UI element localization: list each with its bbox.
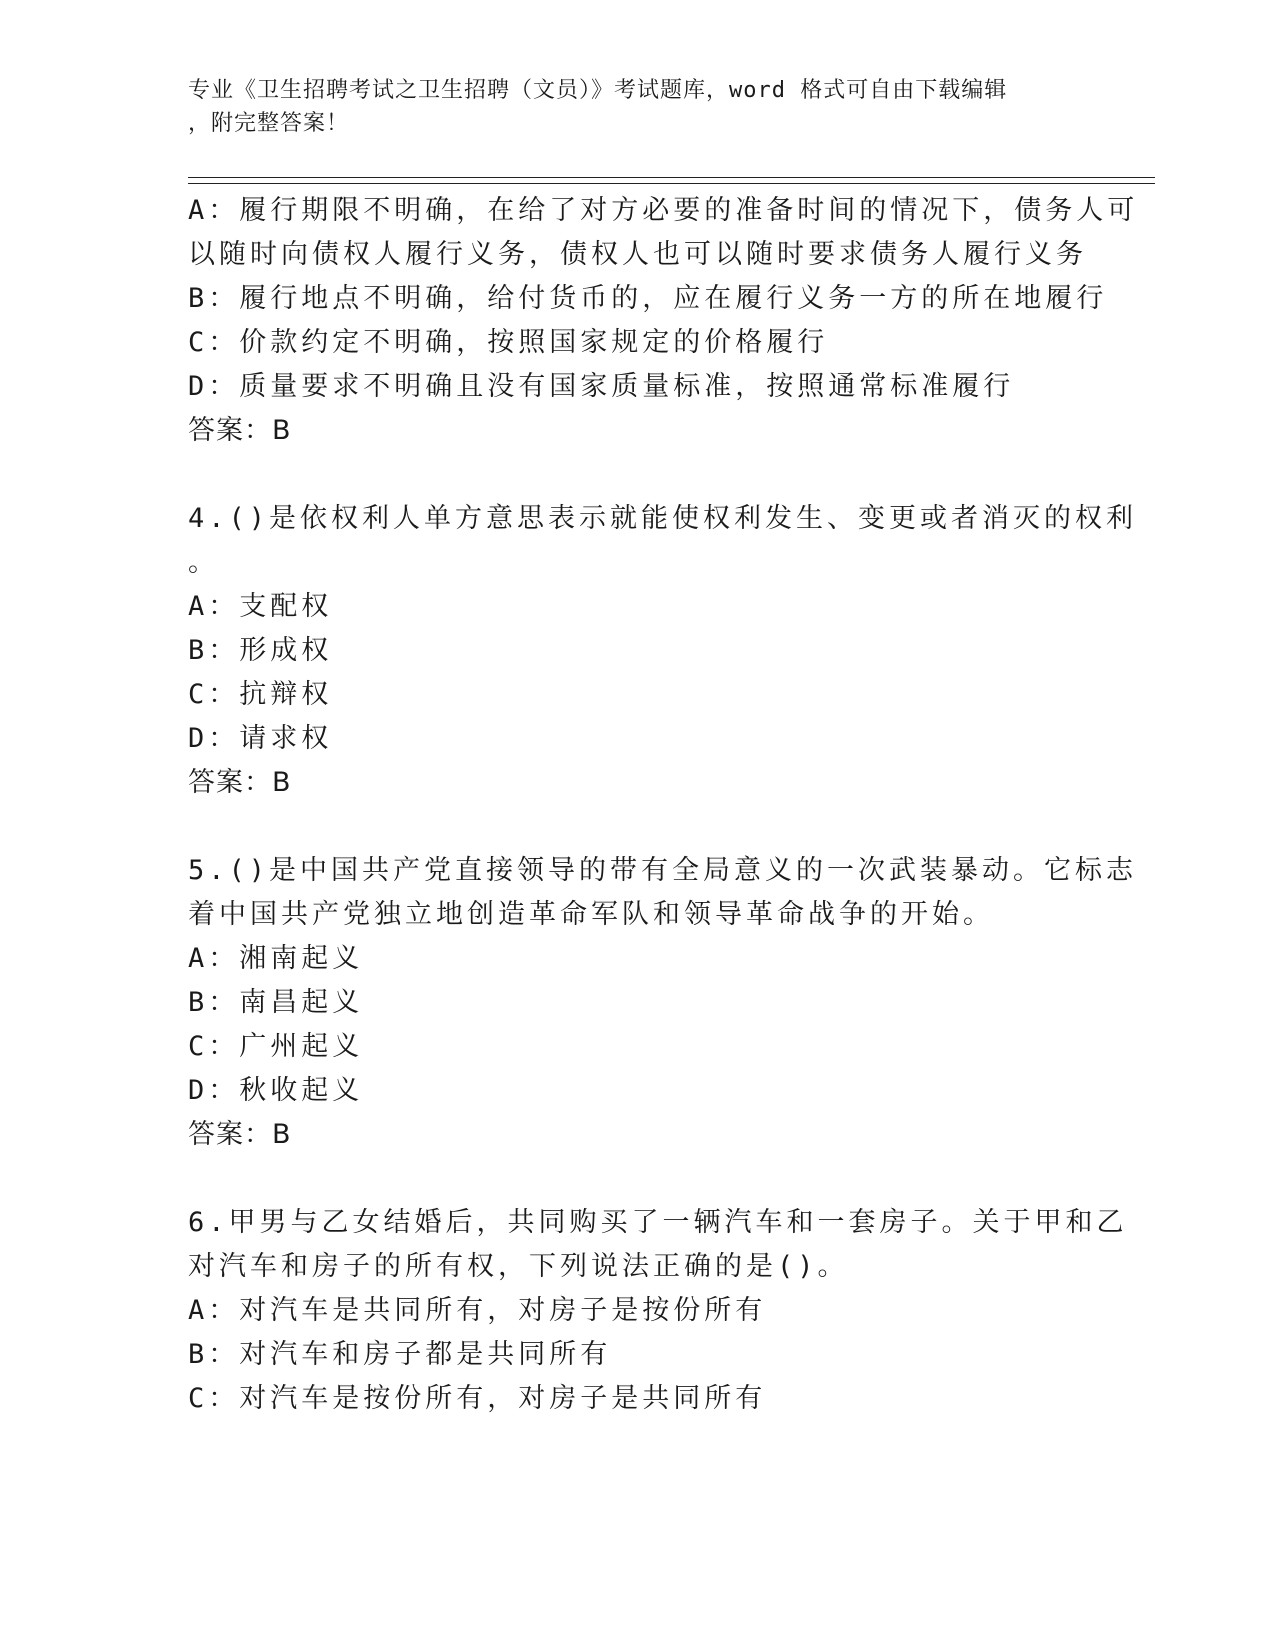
- q4-stem-line-1: 4.()是依权利人单方意思表示就能使权利发生、变更或者消灭的权利: [188, 503, 1138, 534]
- q4-option-c: C：抗辩权: [188, 679, 333, 710]
- document-header: [188, 74, 1068, 140]
- header-line-1: 专业《卫生招聘考试之卫生招聘（文员）》考试题库，word 格式可自由下载编辑: [188, 78, 1008, 103]
- q3-option-c: C：价款约定不明确，按照国家规定的价格履行: [188, 327, 829, 358]
- q4-option-b: B：形成权: [188, 635, 333, 666]
- q4-stem-line-2: 。: [188, 547, 219, 578]
- q6-option-b: B：对汽车和房子都是共同所有: [188, 1339, 612, 1370]
- q6-option-c: C：对汽车是按份所有，对房子是共同所有: [188, 1383, 767, 1414]
- q5-stem-line-1: 5.()是中国共产党直接领导的带有全局意义的一次武装暴动。它标志: [188, 855, 1138, 886]
- header-line-2: ，附完整答案！: [188, 111, 350, 136]
- q4-option-a: A：支配权: [188, 591, 333, 622]
- q5-option-d: D：秋收起义: [188, 1075, 364, 1106]
- q3-option-d: D：质量要求不明确且没有国家质量标准，按照通常标准履行: [188, 371, 1015, 402]
- q5-stem-line-2: 着中国共产党独立地创造革命军队和领导革命战争的开始。: [188, 899, 994, 930]
- q3-answer: 答案：B: [188, 415, 292, 446]
- q5-option-b: B：南昌起义: [188, 987, 364, 1018]
- q3-option-b: B：履行地点不明确，给付货币的，应在履行义务一方的所在地履行: [188, 283, 1108, 314]
- q3-option-a-line-1: A：履行期限不明确，在给了对方必要的准备时间的情况下，债务人可: [188, 195, 1139, 226]
- q5-answer: 答案：B: [188, 1119, 292, 1150]
- q4-answer: 答案：B: [188, 767, 292, 798]
- q6-stem-line-1: 6.甲男与乙女结婚后，共同购买了一辆汽车和一套房子。关于甲和乙: [188, 1207, 1128, 1238]
- header-divider-bottom: [188, 183, 1155, 184]
- q5-option-c: C：广州起义: [188, 1031, 364, 1062]
- q6-stem-line-2: 对汽车和房子的所有权，下列说法正确的是()。: [188, 1251, 849, 1282]
- q4-option-d: D：请求权: [188, 723, 333, 754]
- header-divider-top: [188, 177, 1155, 178]
- q6-option-a: A：对汽车是共同所有，对房子是按份所有: [188, 1295, 767, 1326]
- q5-option-a: A：湘南起义: [188, 943, 364, 974]
- q3-option-a-line-2: 以随时向债权人履行义务，债权人也可以随时要求债务人履行义务: [188, 239, 1087, 270]
